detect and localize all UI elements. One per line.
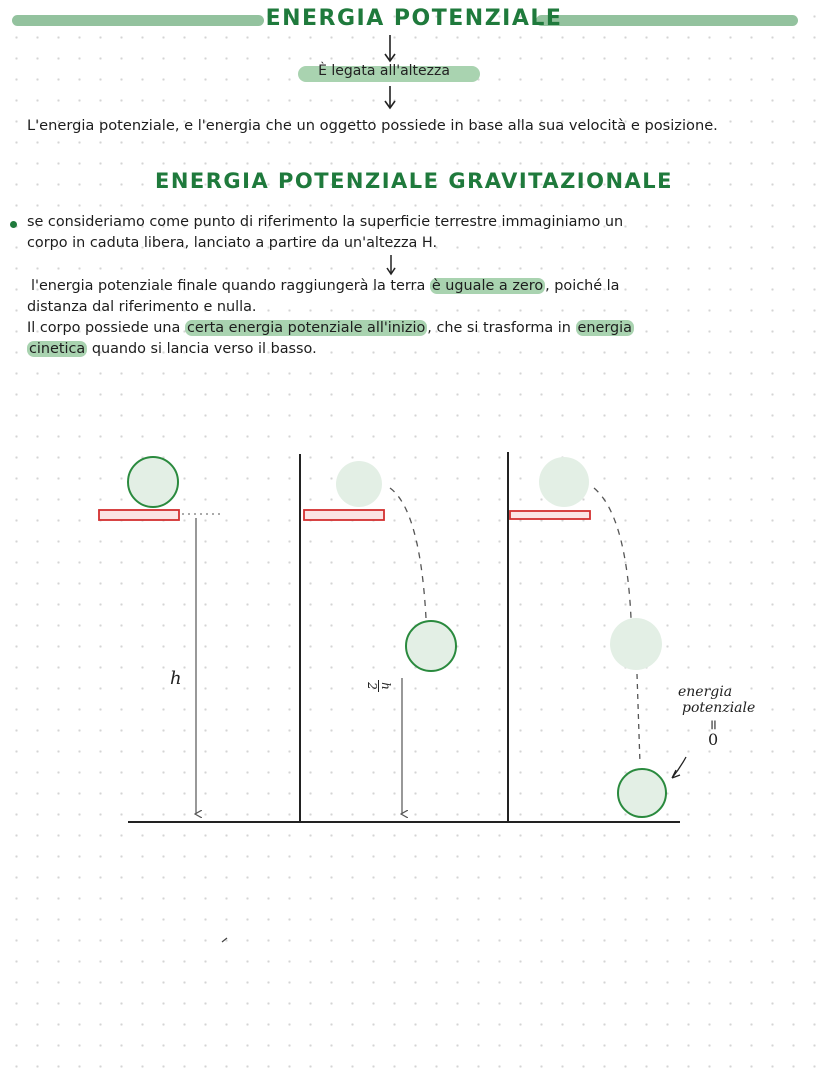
ball-initial-faded xyxy=(336,461,382,507)
page-title: ENERGIA POTENZIALE xyxy=(265,6,563,31)
ledge xyxy=(304,510,384,520)
ball-ground xyxy=(618,769,666,817)
paragraph-line-1-a: l'energia potenziale finale quando raggiungerà la terra xyxy=(31,278,430,294)
paragraph-line-4-b: quando si lancia verso il basso. xyxy=(87,341,317,357)
ball-midway xyxy=(406,621,456,671)
highlight-zero: è uguale a zero xyxy=(431,278,544,294)
ball-midway-faded xyxy=(610,618,662,670)
panel-3 xyxy=(510,457,686,817)
paragraph-line-2: distanza dal riferimento e nulla. xyxy=(27,299,257,315)
panel-2 xyxy=(304,461,456,814)
highlight-cinetica: cinetica xyxy=(29,341,86,357)
ledge xyxy=(99,510,179,520)
section-title: ENERGIA POTENZIALE GRAVITAZIONALE xyxy=(154,169,674,193)
ledge xyxy=(510,511,590,519)
label-h: h xyxy=(170,668,182,689)
bullet-line-1: se consideriamo come punto di riferimento la superficie terrestre immaginiamo un xyxy=(27,214,624,230)
definition-sentence: L'energia potenziale, e l'energia che un oggetto possiede in base alla sua velocità e posizione. xyxy=(27,117,718,134)
fall-path xyxy=(594,488,631,618)
ball-initial-faded xyxy=(539,457,589,507)
annotation-energy-zero xyxy=(668,684,788,748)
ball-initial xyxy=(128,457,178,507)
stray-mark xyxy=(222,938,227,942)
paragraph-line-3-b: , che si trasforma in xyxy=(427,320,576,336)
fall-path-lower xyxy=(637,674,640,764)
paragraph-line-1-b: , poiché la xyxy=(545,278,620,294)
highlight-initial-energy: certa energia potenziale all'inizio xyxy=(186,320,426,336)
label-h-half-denominator: 2 xyxy=(365,682,379,690)
label-h-half xyxy=(365,673,392,699)
annotation-line-2: potenziale xyxy=(682,700,756,716)
bullet-line-2: corpo in caduta libera, lanciato a partire da un'altezza H. xyxy=(27,235,438,251)
label-h-half-numerator: h xyxy=(379,682,393,690)
annotation-zero: 0 xyxy=(708,730,719,749)
highlight-energia: energia xyxy=(577,320,632,336)
paragraph-line-3-a: Il corpo possiede una xyxy=(27,320,185,336)
subtitle: È legata all'altezza xyxy=(318,63,450,79)
annotation-arrow-icon xyxy=(672,757,686,778)
annotation-line-1: energia xyxy=(678,684,733,700)
fall-path xyxy=(390,488,426,618)
panel-1 xyxy=(99,457,224,814)
annotation-equals: = xyxy=(705,719,721,731)
